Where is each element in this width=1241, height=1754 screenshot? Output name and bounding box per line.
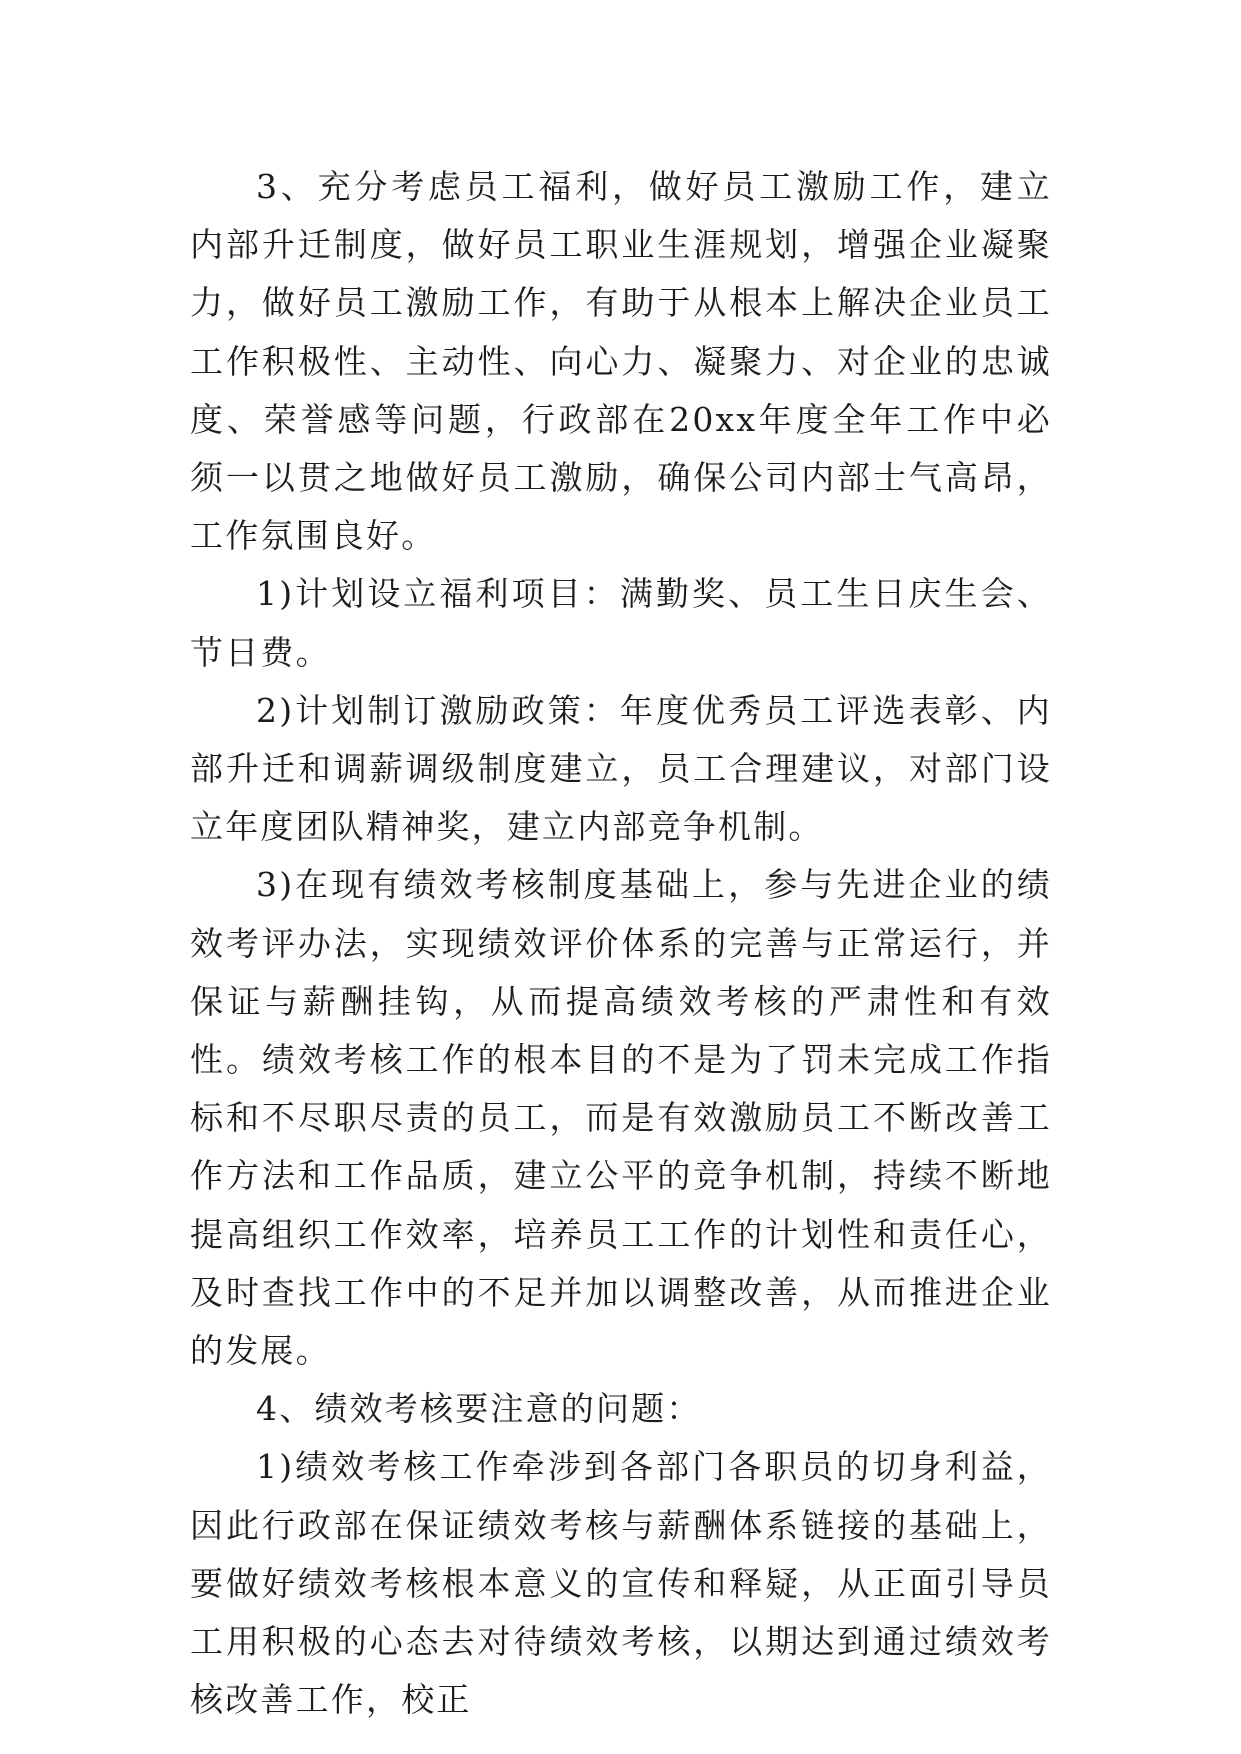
paragraph-performance-issue-1: 1)绩效考核工作牵涉到各部门各职员的切身利益，因此行政部在保证绩效考核与薪酬体系链接的基础上，要做好绩效考核根本意义的宣传和释疑，从正面引导员工用积极的心态去对待绩效考核，以期达到通过绩效考核改善工作，校正: [190, 1447, 1052, 1720]
paragraph-performance-system: 3)在现有绩效考核制度基础上，参与先进企业的绩效考评办法，实现绩效评价体系的完善与正常运行，并保证与薪酬挂钩，从而提高绩效考核的严肃性和有效性。绩效考核工作的根本目的不是为了罚未完成工作指标和不尽职尽责的员工，而是有效激励员工不断改善工作方法和工作品质，建立公平的竞争机制，持续不断地提高组织工作效率，培养员工工作的计划性和责任心，及时查找工作中的不足并加以调整改善，从而推进企业的发展。: [190, 865, 1052, 1371]
paragraph-performance-issues-heading: 4、绩效考核要注意的问题：: [256, 1389, 702, 1429]
document-body: [190, 158, 1052, 1729]
paragraph-welfare-items: 1)计划设立福利项目：满勤奖、员工生日庆生会、节日费。: [190, 574, 1052, 672]
paragraph-incentive-policy: 2)计划制订激励政策：年度优秀员工评选表彰、内部升迁和调薪调级制度建立，员工合理建议，对部门设立年度团队精神奖，建立内部竞争机制。: [190, 690, 1052, 847]
paragraph-employee-welfare: 3、充分考虑员工福利，做好员工激励工作，建立内部升迁制度，做好员工职业生涯规划，增强企业凝聚力，做好员工激励工作，有助于从根本上解决企业员工工作积极性、主动性、向心力、凝聚力、对企业的忠诚度、荣誉感等问题，行政部在20xx年度全年工作中必须一以贯之地做好员工激励，确保公司内部士气高昂，工作氛围良好。: [190, 167, 1052, 556]
